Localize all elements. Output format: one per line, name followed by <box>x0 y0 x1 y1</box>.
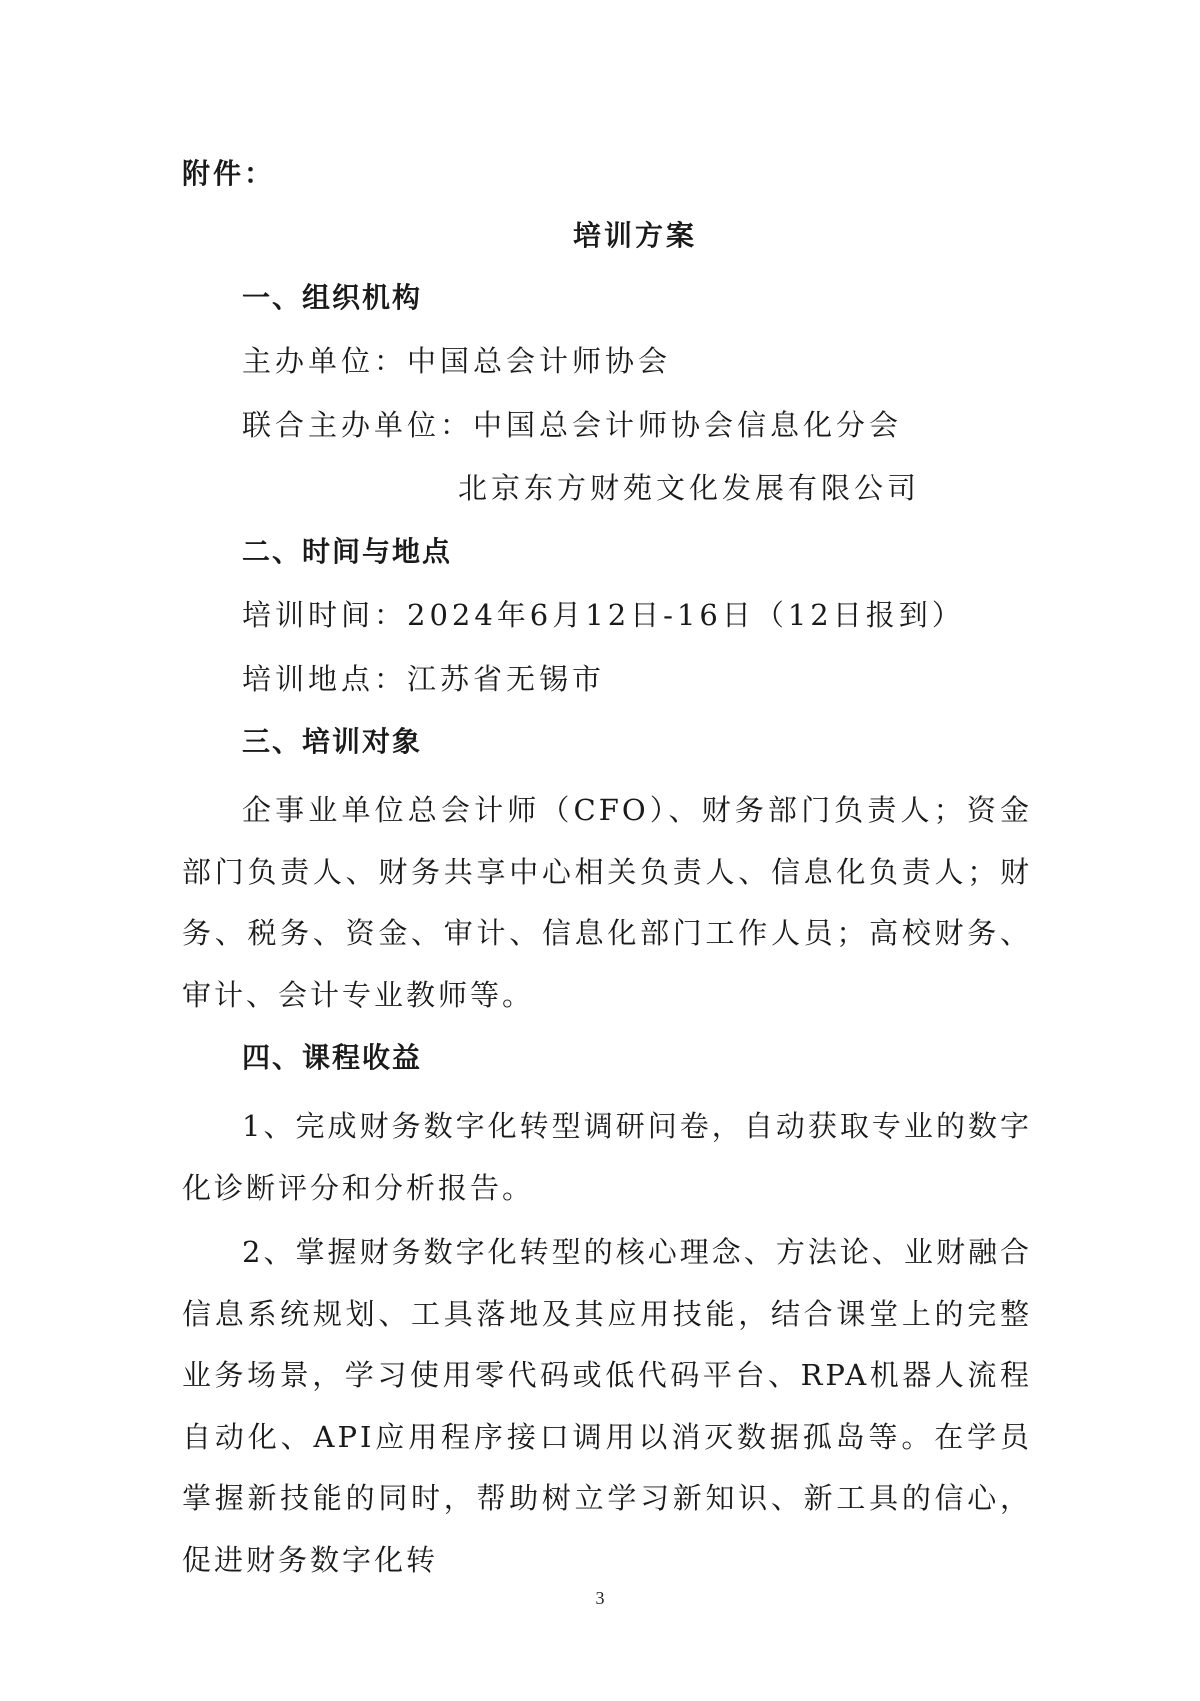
benefit-paragraph-1: 1、完成财务数字化转型调研问卷，自动获取专业的数字化诊断评分和分析报告。 <box>182 1109 1032 1205</box>
page-number: 3 <box>595 1588 605 1608</box>
section-heading-audience: 三、培训对象 <box>242 725 423 758</box>
section-heading-benefits: 四、课程收益 <box>242 1041 423 1074</box>
benefit-paragraph-2: 2、掌握财务数字化转型的核心理念、方法论、业财融合信息系统规划、工具落地及其应用技能，结合课堂上的完整业务场景，学习使用零代码或低代码平台、RPA机器人流程自动化、API应用程序接口调用以消灭数据孤岛等。在学员掌握新技能的同时，帮助树立学习新知识、新工具的信心，促进财务数字化转 <box>182 1235 1032 1577</box>
section-heading-organization: 一、组织机构 <box>242 281 423 314</box>
co-organizer-company-line: 北京东方财苑文化发展有限公司 <box>458 471 921 505</box>
attachment-label: 附件： <box>182 157 276 190</box>
training-time-line: 培训时间：2024年6月12日-16日（12日报到） <box>242 598 965 632</box>
document-title: 培训方案 <box>572 219 697 252</box>
co-organizer-line: 联合主办单位：中国总会计师协会信息化分会 <box>242 408 903 442</box>
audience-paragraph: 企事业单位总会计师（CFO）、财务部门负责人；资金部门负责人、财务共享中心相关负责人、信息化负责人；财务、税务、资金、审计、信息化部门工作人员；高校财务、审计、会计专业教师等。 <box>182 793 1032 1012</box>
training-location-line: 培训地点：江苏省无锡市 <box>242 662 606 696</box>
host-organizer-line: 主办单位：中国总会计师协会 <box>242 344 672 378</box>
section-heading-time-location: 二、时间与地点 <box>242 535 453 568</box>
